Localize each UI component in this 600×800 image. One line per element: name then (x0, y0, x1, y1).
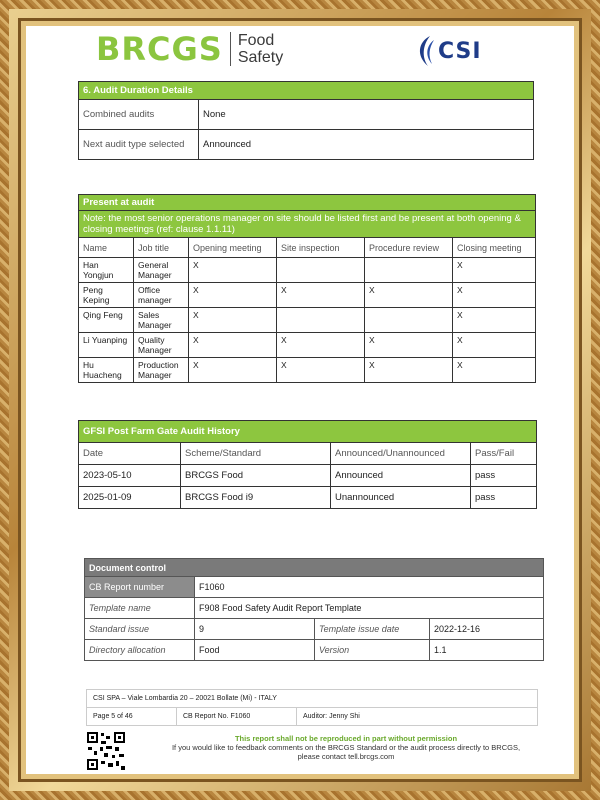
version-value: 1.1 (430, 640, 544, 661)
csi-logo-text: CSI (438, 38, 482, 64)
table-row (85, 640, 544, 661)
feedback-text: If you would like to feedback comments on the BRCGS Standard or the audit process directly to BRCGS, (171, 743, 521, 752)
logo-separator (230, 32, 231, 66)
attendee-name: Han Yongjun (79, 258, 134, 283)
audit-date: 2023-05-10 (79, 465, 181, 487)
footer-auditor: Auditor: Jenny Shi (297, 708, 538, 726)
qr-code-icon (86, 731, 126, 771)
attendee-name: Peng Keping (79, 283, 134, 308)
present-at-audit-note: Note: the most senior operations manager on site should be listed first and be present at both opening & closing meetings (ref: clause 1.1.11) (79, 211, 536, 238)
opening-meeting-mark: X (189, 333, 277, 358)
procedure-review-mark: X (365, 283, 453, 308)
template-issue-date-value: 2022-12-16 (430, 619, 544, 640)
attendee-job-title: Quality Manager (134, 333, 189, 358)
procedure-review-mark: X (365, 358, 453, 383)
table-row (79, 258, 536, 283)
next-audit-type-label: Next audit type selected (79, 130, 199, 160)
site-inspection-mark: X (277, 358, 365, 383)
procedure-review-mark (365, 258, 453, 283)
footer-cb-report: CB Report No. F1060 (177, 708, 297, 726)
standard-issue-label: Standard issue (85, 619, 195, 640)
closing-meeting-mark: X (453, 283, 536, 308)
footer-notice (126, 734, 566, 761)
reproduction-warning: This report shall not be reproduced in part without permission (234, 734, 458, 743)
table-row (79, 487, 537, 509)
attendee-name: Li Yuanping (79, 333, 134, 358)
attendee-job-title: Office manager (134, 283, 189, 308)
gfsi-history-title: GFSI Post Farm Gate Audit History (79, 421, 537, 443)
column-header: Opening meeting (189, 238, 277, 258)
column-header: Job title (134, 238, 189, 258)
present-at-audit-title: Present at audit (79, 195, 536, 211)
column-header: Scheme/Standard (181, 443, 331, 465)
table-row (85, 577, 544, 598)
column-header: Date (79, 443, 181, 465)
site-inspection-mark (277, 258, 365, 283)
table-row (79, 283, 536, 308)
attendee-name: Qing Feng (79, 308, 134, 333)
opening-meeting-mark: X (189, 358, 277, 383)
table-row (79, 308, 536, 333)
csi-logo (414, 34, 482, 68)
audit-announce-type: Unannounced (331, 487, 471, 509)
opening-meeting-mark: X (189, 308, 277, 333)
closing-meeting-mark: X (453, 258, 536, 283)
audit-result: pass (471, 487, 537, 509)
directory-allocation-value: Food (195, 640, 315, 661)
table-row (79, 358, 536, 383)
document-control-table (84, 558, 544, 661)
column-header: Pass/Fail (471, 443, 537, 465)
brcgs-logo-subtitle: Food Safety (237, 32, 284, 66)
brcgs-logo-text: BRCGS (96, 30, 223, 68)
closing-meeting-mark: X (453, 358, 536, 383)
audit-duration-table (78, 81, 534, 160)
audit-scheme: BRCGS Food (181, 465, 331, 487)
page-number: Page 5 of 46 (87, 708, 177, 726)
column-header: Site inspection (277, 238, 365, 258)
combined-audits-value: None (199, 100, 534, 130)
opening-meeting-mark: X (189, 258, 277, 283)
template-issue-date-label: Template issue date (315, 619, 430, 640)
table-row (79, 465, 537, 487)
table-row (79, 100, 534, 130)
cb-report-value: F1060 (195, 577, 544, 598)
table-header-row (79, 238, 536, 258)
opening-meeting-mark: X (189, 283, 277, 308)
table-row (79, 130, 534, 160)
closing-meeting-mark: X (453, 308, 536, 333)
attendee-job-title: General Manager (134, 258, 189, 283)
template-name-label: Template name (85, 598, 195, 619)
attendee-job-title: Production Manager (134, 358, 189, 383)
table-row (85, 598, 544, 619)
version-label: Version (315, 640, 430, 661)
audit-duration-title: 6. Audit Duration Details (79, 82, 534, 100)
table-header-row (79, 443, 537, 465)
table-row (85, 619, 544, 640)
site-inspection-mark: X (277, 333, 365, 358)
column-header: Closing meeting (453, 238, 536, 258)
audit-scheme: BRCGS Food i9 (181, 487, 331, 509)
cb-report-label: CB Report number (85, 577, 195, 598)
audit-announce-type: Announced (331, 465, 471, 487)
document-control-title: Document control (85, 559, 544, 577)
gfsi-audit-history-table (78, 420, 537, 509)
audit-result: pass (471, 465, 537, 487)
audit-date: 2025-01-09 (79, 487, 181, 509)
column-header: Announced/Unannounced (331, 443, 471, 465)
standard-issue-value: 9 (195, 619, 315, 640)
procedure-review-mark: X (365, 333, 453, 358)
site-inspection-mark (277, 308, 365, 333)
site-inspection-mark: X (277, 283, 365, 308)
document-page (26, 26, 574, 774)
brcgs-logo (96, 30, 283, 68)
procedure-review-mark (365, 308, 453, 333)
present-at-audit-table (78, 194, 536, 383)
next-audit-type-value: Announced (199, 130, 534, 160)
feedback-contact: please contact tell.brcgs.com (297, 752, 395, 761)
page-footer-table (86, 689, 538, 726)
closing-meeting-mark: X (453, 333, 536, 358)
combined-audits-label: Combined audits (79, 100, 199, 130)
directory-allocation-label: Directory allocation (85, 640, 195, 661)
footer-address: CSI SPA – Viale Lombardia 20 – 20021 Bollate (Mi) - ITALY (87, 690, 538, 708)
template-name-value: F908 Food Safety Audit Report Template (195, 598, 544, 619)
attendee-job-title: Sales Manager (134, 308, 189, 333)
csi-swoosh-icon (414, 34, 436, 68)
column-header: Name (79, 238, 134, 258)
table-row (79, 333, 536, 358)
column-header: Procedure review (365, 238, 453, 258)
attendee-name: Hu Huacheng (79, 358, 134, 383)
